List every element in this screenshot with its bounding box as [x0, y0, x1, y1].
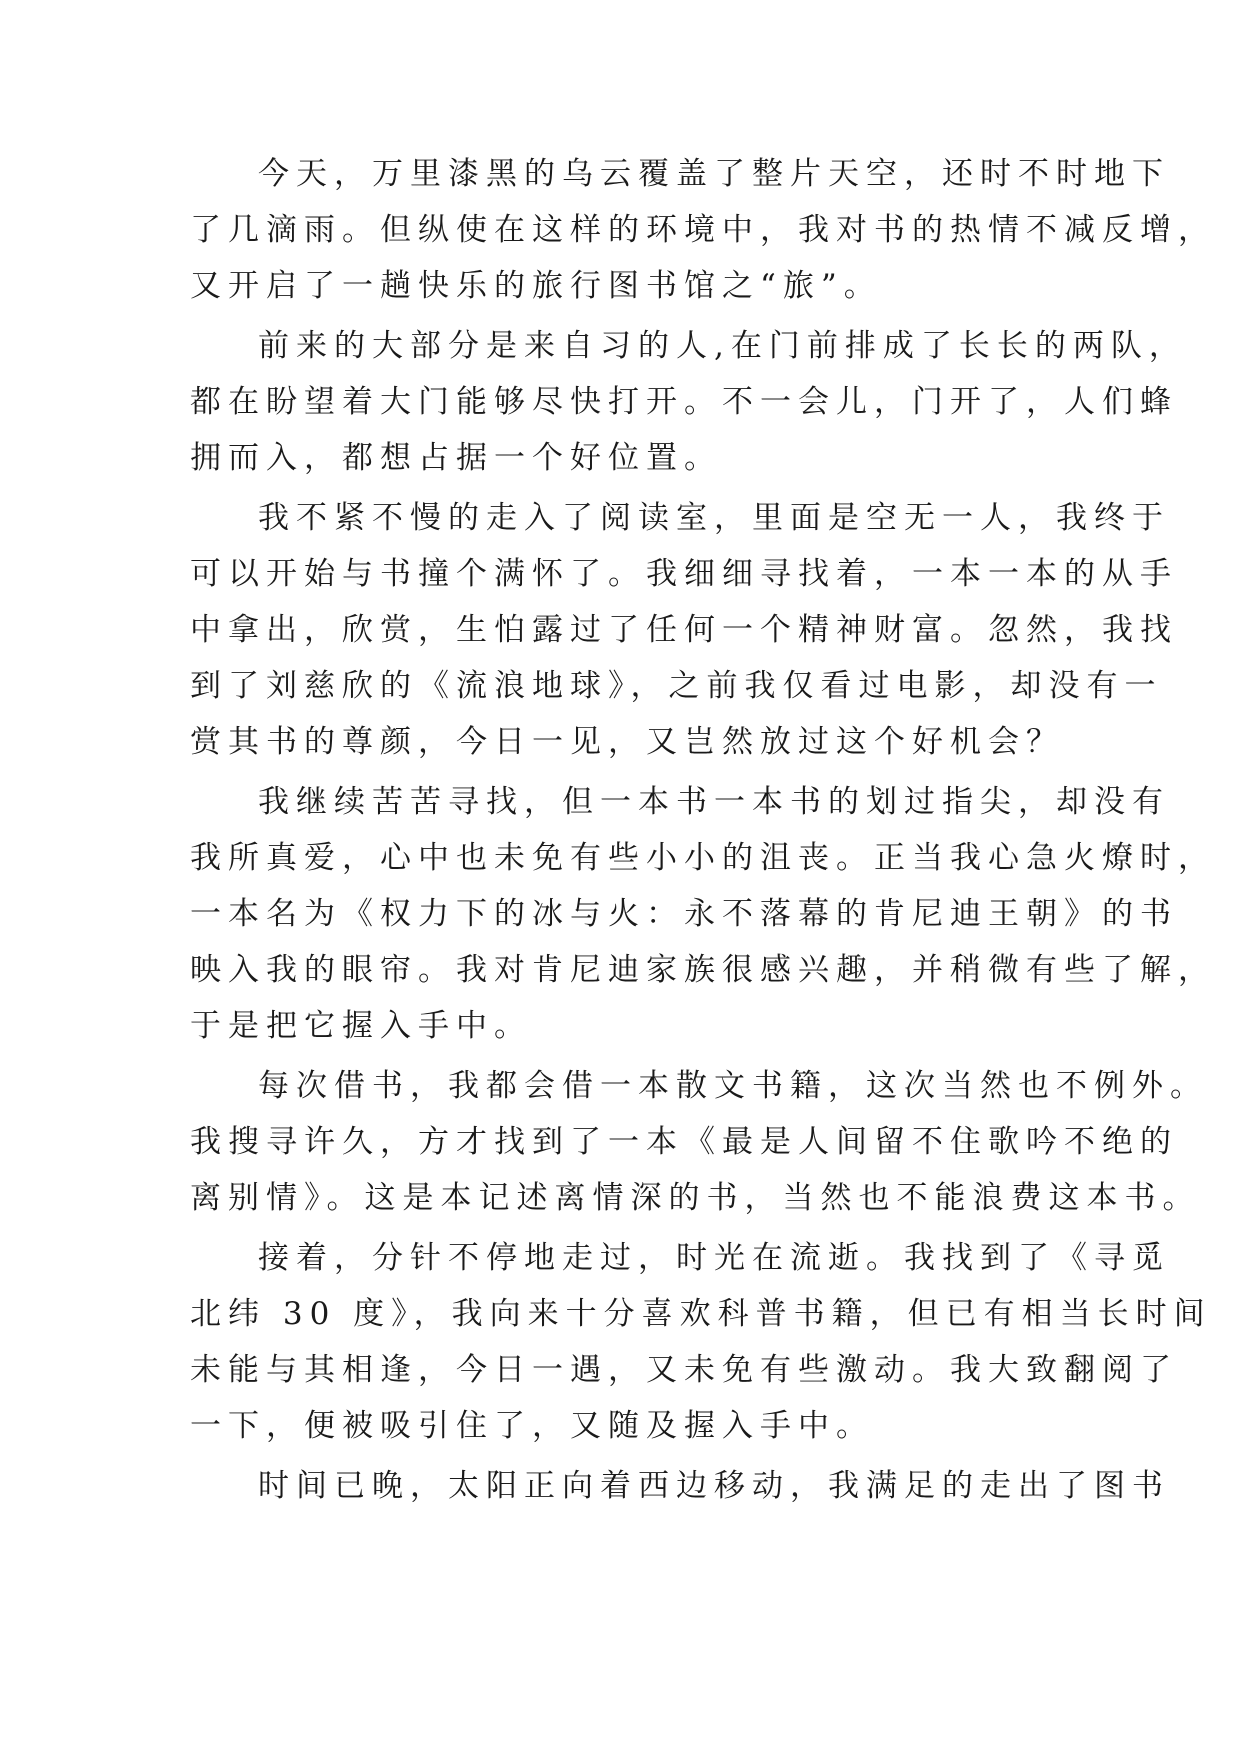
paragraph-4-line-5: 于是把它握入手中。 [190, 1008, 532, 1044]
paragraph-7-line-1: 时间已晚，太阳正向着西边移动，我满足的走出了图书 [258, 1468, 1170, 1504]
paragraph-3-line-4: 到了刘慈欣的《流浪地球》，之前我仅看过电影，却没有一 [190, 668, 1163, 704]
paragraph-5-line-1: 每次借书，我都会借一本散文书籍，这次当然也不例外。 [258, 1068, 1208, 1104]
paragraph-5-line-3: 离别情》。这是本记述离情深的书，当然也不能浪费这本书。 [190, 1180, 1201, 1216]
paragraph-4-line-3: 一本名为《权力下的冰与火：永不落幕的肯尼迪王朝》的书 [190, 896, 1178, 932]
paragraph-4-line-2: 我所真爱，心中也未免有些小小的沮丧。正当我心急火燎时， [190, 840, 1216, 876]
paragraph-2-line-1: 前来的大部分是来自习的人,在门前排成了长长的两队， [258, 328, 1187, 364]
paragraph-3-line-2: 可以开始与书撞个满怀了。我细细寻找着，一本一本的从手 [190, 556, 1178, 592]
paragraph-1-line-2: 了几滴雨。但纵使在这样的环境中，我对书的热情不减反增， [190, 212, 1216, 248]
paragraph-2-line-2: 都在盼望着大门能够尽快打开。不一会儿，门开了，人们蜂 [190, 384, 1178, 420]
paragraph-2-line-3: 拥而入，都想占据一个好位置。 [190, 440, 722, 476]
paragraph-6-line-3: 未能与其相逢，今日一遇，又未免有些激动。我大致翻阅了 [190, 1352, 1178, 1388]
paragraph-3-line-5: 赏其书的尊颜，今日一见，又岂然放过这个好机会？ [190, 724, 1064, 760]
paragraph-1-line-1: 今天，万里漆黑的乌云覆盖了整片天空，还时不时地下 [258, 156, 1170, 192]
paragraph-5-line-2: 我搜寻许久，方才找到了一本《最是人间留不住歌吟不绝的 [190, 1124, 1178, 1160]
paragraph-4-line-1: 我继续苦苦寻找，但一本书一本书的划过指尖，却没有 [258, 784, 1170, 820]
paragraph-4-line-4: 映入我的眼帘。我对肯尼迪家族很感兴趣，并稍微有些了解， [190, 952, 1216, 988]
paragraph-6-line-2: 北纬 30 度》，我向来十分喜欢科普书籍，但已有相当长时间 [190, 1296, 1212, 1332]
paragraph-3-line-1: 我不紧不慢的走入了阅读室，里面是空无一人，我终于 [258, 500, 1170, 536]
paragraph-6-line-4: 一下，便被吸引住了，又随及握入手中。 [190, 1408, 874, 1444]
paragraph-6-line-1: 接着，分针不停地走过，时光在流逝。我找到了《寻觅 [258, 1240, 1170, 1276]
paragraph-3-line-3: 中拿出，欣赏，生怕露过了任何一个精神财富。忽然，我找 [190, 612, 1178, 648]
paragraph-1-line-3: 又开启了一趟快乐的旅行图书馆之“旅”。 [190, 268, 882, 304]
